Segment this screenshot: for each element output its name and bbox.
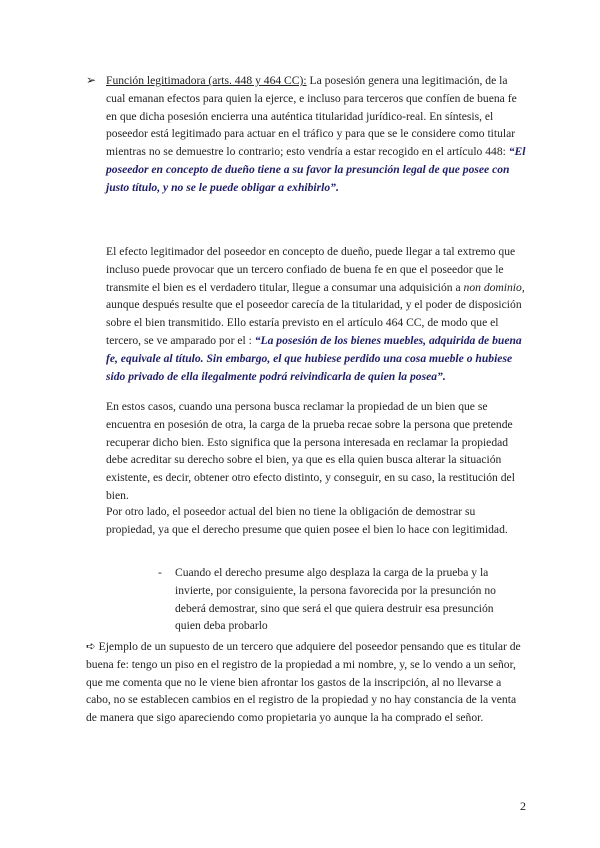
arrow-bullet-icon: ➢ bbox=[86, 73, 97, 87]
arrow-icon: ➪ bbox=[86, 640, 96, 653]
effect-text-2: aunque después resulte que el poseedor carecía de la titularidad, y el poder de disposición sobre el bien transmitido. Ello estaría previsto en el artículo 464 CC, de modo que el tercero, se ve amparado por el : bbox=[106, 298, 522, 347]
article-464-quote: “La posesión de los bienes muebles, adquirida de buena fe, equivale al título. Sin embargo, el que hubiese perdido una cosa mueble o hubiese sido privado de ella ilegalmente podrá reivindicarla de quien la posea”. bbox=[106, 333, 522, 383]
possessor-paragraph: Por otro lado, el poseedor actual del bien no tiene la obligación de demostrar su propiedad, ya que el derecho presume que quien posee el bien lo hace con legitimidad. bbox=[106, 505, 508, 536]
page-number: 2 bbox=[520, 799, 526, 813]
example-paragraph bbox=[86, 638, 526, 727]
example-text: Ejemplo de un supuesto de un tercero que adquiere del poseedor pensando que es titular de buena fe: tengo un piso en el registro de la propiedad a mi nombre, y, se lo vendo a un señor, que me comenta que no le viene bien afrontar los gastos de la inscripción, al no llevarse a cabo, no se establecen cambios en el registro de la propiedad y no hay constancia de la venta de manera que sigo apareciendo como propietaria yo aunque la ha comprado el señor. bbox=[86, 640, 521, 725]
effect-paragraph bbox=[106, 243, 526, 385]
effect-text-1: El efecto legitimador del poseedor en concepto de dueño, puede llegar a tal extremo que incluso puede provocar que un tercero confiado de buena fe en que el poseedor que le transmite el bien es el verdadero titular, llegue a consumar una adquisición a bbox=[106, 245, 516, 294]
list-item: Cuando el derecho presume algo desplaza la carga de la prueba y la invierte, por consiguiente, la persona favorecida por la presunción no deberá demostrar, sino que será el que quiera destruir esa presunción quien deba probarlo bbox=[175, 566, 496, 633]
latin-term: non dominio, bbox=[463, 280, 525, 294]
burden-of-proof-paragraph: En estos casos, cuando una persona busca reclamar la propiedad de un bien que se encuentra en posesión de otra, la carga de la prueba recae sobre la persona que pretende recuperar dicho bien. Esto significa que la persona interesada en reclamar la propiedad debe acreditar su derecho sobre el bien, ya que es ella quien busca alterar la situación existente, es decir, obtener otro efecto distinto, y conseguir, en su caso, la restitución del bien. bbox=[106, 400, 515, 502]
list-dash: - bbox=[158, 566, 162, 579]
article-448-quote: “El poseedor en concepto de dueño tiene a su favor la presunción legal de que posee con justo título, y no se le puede obligar a exhibirlo”. bbox=[106, 145, 526, 194]
section-heading: Función legitimadora (arts. 448 y 464 CC): bbox=[106, 74, 307, 87]
section-legitimadora-paragraph bbox=[106, 72, 526, 197]
section-body: La posesión genera una legitimación, de la cual emanan efectos para quien la ejerce, e incluso para terceros que confíen de buena fe en que dicha posesión encierra una auténtica titularidad jurídico-real. En síntesis, el poseedor está legitimado para actuar en el tráfico y para que se le considere como titular mientras no se demuestre lo contrario; esto vendría a estar recogido en el artículo 448: bbox=[106, 74, 517, 159]
